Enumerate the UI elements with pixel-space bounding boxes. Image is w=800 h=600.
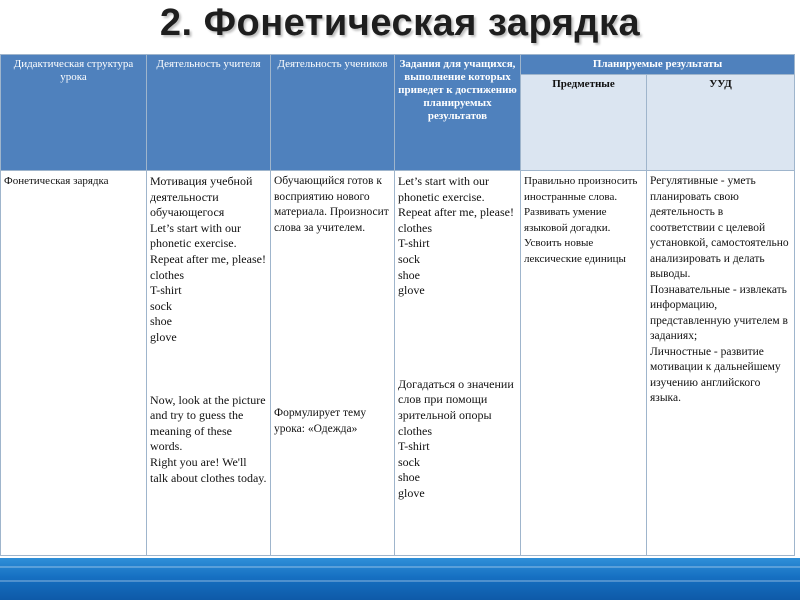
task-line: shoe bbox=[398, 267, 420, 282]
spacer bbox=[274, 236, 391, 406]
uud-text: Познавательные - извлекать информацию, представленную учителем в заданиях; bbox=[650, 283, 788, 342]
spacer bbox=[398, 299, 517, 377]
task-line: glove bbox=[398, 485, 425, 500]
cell-teacher bbox=[147, 171, 271, 556]
task-line: T-shirt bbox=[398, 236, 430, 251]
header-didactic-structure: Дидактическая структура урока bbox=[1, 55, 147, 171]
header-tasks: Задания для учащихся, выполнение которых приведет к достижению планируемых результатов bbox=[395, 55, 521, 171]
teacher-line: Repeat after me, please! bbox=[150, 251, 266, 266]
teacher-line: T-shirt bbox=[150, 283, 182, 298]
subject-results-text: Правильно произносить иностранные слова. Развивать умение языковой догадки. Усвоить новые лексические единицы bbox=[524, 175, 638, 265]
teacher-line: glove bbox=[150, 329, 177, 344]
spacer bbox=[150, 346, 267, 393]
teacher-line: Мотивация учебной деятельности обучающегося bbox=[150, 174, 253, 220]
students-bottom-text: Формулирует тему урока: «Одежда» bbox=[274, 407, 367, 435]
table-row bbox=[1, 171, 795, 556]
bottom-decorative-band bbox=[0, 558, 800, 600]
teacher-line: Now, look at the picture and try to guess the meaning of these words. bbox=[150, 392, 266, 454]
subheader-uud: УУД bbox=[647, 75, 795, 171]
task-line: clothes bbox=[398, 423, 432, 438]
cell-tasks bbox=[395, 171, 521, 556]
cell-stage bbox=[1, 171, 147, 556]
lesson-plan-table bbox=[0, 54, 795, 556]
cell-students bbox=[271, 171, 395, 556]
teacher-line: sock bbox=[150, 298, 172, 313]
subheader-subject: Предметные bbox=[521, 75, 647, 171]
task-line: clothes bbox=[398, 220, 432, 235]
slide-title: 2. Фонетическая зарядка bbox=[159, 2, 641, 44]
task-line: Догадаться о значении слов при помощи зрительной опоры bbox=[398, 376, 514, 422]
header-teacher-activity: Деятельность учителя bbox=[147, 55, 271, 171]
cell-uud bbox=[647, 171, 795, 556]
teacher-line: Let’s start with our phonetic exercise. bbox=[150, 220, 241, 251]
band-stripe bbox=[0, 580, 800, 582]
task-line: Let’s start with our phonetic exercise. bbox=[398, 174, 489, 204]
header-row bbox=[1, 55, 795, 75]
band-stripe bbox=[0, 566, 800, 568]
task-line: Repeat after me, please! bbox=[398, 205, 514, 220]
teacher-line: shoe bbox=[150, 314, 172, 329]
header-planned-results: Планируемые результаты bbox=[521, 55, 795, 75]
stage-text: Фонетическая зарядка bbox=[4, 175, 109, 187]
uud-text: Личностные - развитие мотивации к дальнейшему изучению английского языка. bbox=[650, 345, 781, 404]
teacher-line: Right you are! We'll talk about clothes today. bbox=[150, 454, 267, 485]
header-student-activity: Деятельность учеников bbox=[271, 55, 395, 171]
task-line: shoe bbox=[398, 470, 420, 485]
task-line: sock bbox=[398, 251, 420, 266]
teacher-line: clothes bbox=[150, 267, 184, 282]
task-line: T-shirt bbox=[398, 439, 430, 454]
students-top-text: Обучающийся готов к восприятию нового материала. Произносит слова за учителем. bbox=[274, 175, 389, 234]
task-line: sock bbox=[398, 454, 420, 469]
cell-subject-results bbox=[521, 171, 647, 556]
task-line: glove bbox=[398, 283, 425, 298]
uud-text: Регулятивные - уметь планировать свою деятельность в соответствии с целевой установкой, самостоятельно анализировать и делать выводы. bbox=[650, 175, 789, 280]
